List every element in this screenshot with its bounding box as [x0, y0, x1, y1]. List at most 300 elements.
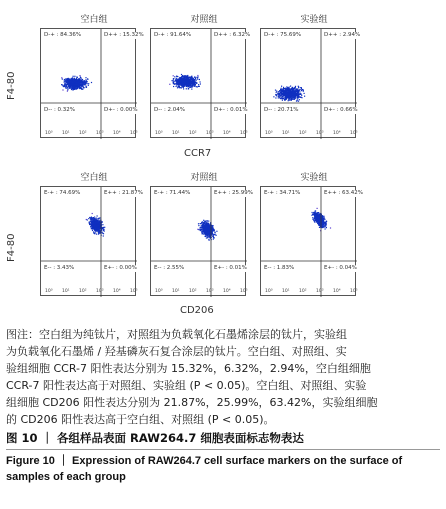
- flow-event-dot: [96, 228, 97, 229]
- flow-event-dot: [289, 89, 290, 90]
- quadrant-label-ll: D-- : 0.32%: [44, 107, 76, 113]
- flow-event-dot: [323, 216, 324, 217]
- flow-event-dot: [103, 235, 104, 236]
- flow-event-dot: [198, 84, 199, 85]
- flow-event-dot: [193, 79, 194, 80]
- flow-event-dot: [323, 226, 324, 227]
- x-tick-label: 10⁰: [155, 289, 163, 294]
- flow-event-dot: [104, 231, 105, 232]
- flow-event-dot: [95, 232, 96, 233]
- flow-event-dot: [208, 234, 209, 235]
- flow-event-dot: [190, 79, 191, 80]
- quadrant-label-lr: D+- : 0.00%: [104, 107, 138, 113]
- flow-event-dot: [94, 218, 95, 219]
- flow-event-dot: [311, 215, 312, 216]
- flow-event-dot: [84, 80, 85, 81]
- flow-event-dot: [205, 223, 206, 224]
- quadrant-label-ur: E++ : 63.42%: [324, 190, 364, 196]
- flow-event-dot: [186, 80, 187, 81]
- flow-event-dot: [201, 225, 202, 226]
- caption-line: 图注：空白组为纯钛片，对照组为负载氧化石墨烯涂层的钛片，实验组: [6, 328, 347, 341]
- flow-event-dot: [98, 223, 99, 224]
- flow-event-dot: [85, 86, 86, 87]
- flow-event-dot: [318, 221, 319, 222]
- quadrant-label-ul: D-+ : 91.64%: [154, 32, 192, 38]
- flow-event-dot: [76, 80, 77, 81]
- flow-event-dot: [280, 89, 281, 90]
- flow-event-dot: [98, 231, 99, 232]
- x-tick-label: 10³: [96, 289, 104, 294]
- flow-event-dot: [283, 90, 284, 91]
- flow-event-dot: [292, 90, 293, 91]
- flow-event-dot: [208, 221, 209, 222]
- flow-event-dot: [300, 97, 301, 98]
- flow-event-dot: [99, 227, 100, 228]
- flow-event-dot: [286, 86, 287, 87]
- flow-event-dot: [197, 79, 198, 80]
- flow-event-dot: [324, 217, 325, 218]
- flow-event-dot: [82, 85, 83, 86]
- x-tick-label: 10⁰: [45, 289, 53, 294]
- flow-event-dot: [65, 81, 66, 82]
- quadrant-label-lr: D+- : 0.66%: [324, 107, 358, 113]
- flow-event-dot: [82, 80, 83, 81]
- divider: [6, 449, 440, 450]
- flow-event-dot: [199, 79, 200, 80]
- flow-event-dot: [191, 89, 192, 90]
- flow-event-dot: [65, 83, 66, 84]
- flow-event-dot: [314, 220, 315, 221]
- flow-event-dot: [194, 83, 195, 84]
- flow-event-dot: [91, 82, 92, 83]
- flow-event-dot: [321, 226, 322, 227]
- flow-event-dot: [176, 86, 177, 87]
- flow-event-dot: [95, 227, 96, 228]
- flow-event-dot: [201, 230, 202, 231]
- flow-event-dot: [72, 87, 73, 88]
- x-tick-label: 10¹: [62, 131, 70, 136]
- flow-event-dot: [293, 94, 294, 95]
- flow-scatter: [151, 187, 247, 297]
- flow-event-dot: [197, 229, 198, 230]
- x-tick-label: 10³: [206, 131, 214, 136]
- flow-event-dot: [324, 225, 325, 226]
- flow-event-dot: [290, 95, 291, 96]
- flow-event-dot: [81, 83, 82, 84]
- flow-event-dot: [91, 217, 92, 218]
- flow-event-dot: [66, 86, 67, 87]
- caption-line: 验组细胞 CCR-7 阳性表达分别为 15.32%，6.32%，2.94%，空白组细胞: [6, 362, 371, 375]
- x-tick-label: 10⁴: [113, 131, 121, 136]
- flow-event-dot: [85, 77, 86, 78]
- flow-event-dot: [173, 86, 174, 87]
- x-tick-label: 10³: [316, 289, 324, 294]
- quadrant-label-lr: D+- : 0.01%: [214, 107, 248, 113]
- flow-event-dot: [199, 86, 200, 87]
- flow-event-dot: [173, 80, 174, 81]
- flow-event-dot: [299, 93, 300, 94]
- flow-event-dot: [198, 225, 199, 226]
- flow-event-dot: [187, 84, 188, 85]
- flow-event-dot: [83, 87, 84, 88]
- flow-event-dot: [92, 230, 93, 231]
- flow-event-dot: [173, 75, 174, 76]
- flow-event-dot: [177, 80, 178, 81]
- flow-event-dot: [322, 220, 323, 221]
- flow-event-dot: [199, 229, 200, 230]
- flow-event-dot: [176, 81, 177, 82]
- quadrant-label-ul: E-+ : 74.69%: [44, 190, 81, 196]
- flow-event-dot: [176, 76, 177, 77]
- flow-event-dot: [84, 84, 85, 85]
- flow-event-dot: [99, 232, 100, 233]
- flow-event-dot: [92, 224, 93, 225]
- flow-event-dot: [196, 80, 197, 81]
- flow-event-dot: [312, 217, 313, 218]
- x-tick-label: 10²: [189, 289, 197, 294]
- flow-event-dot: [286, 91, 287, 92]
- x-tick-label: 10²: [299, 289, 307, 294]
- flow-event-dot: [285, 94, 286, 95]
- flow-event-dot: [96, 234, 97, 235]
- flow-event-dot: [71, 81, 72, 82]
- flow-event-dot: [73, 76, 74, 77]
- quadrant-label-ll: D-- : 2.04%: [154, 107, 186, 113]
- flow-event-dot: [182, 84, 183, 85]
- flow-event-dot: [74, 81, 75, 82]
- flow-event-dot: [285, 99, 286, 100]
- flow-event-dot: [183, 86, 184, 87]
- flow-event-dot: [319, 214, 320, 215]
- flow-event-dot: [185, 82, 186, 83]
- flow-event-dot: [213, 239, 214, 240]
- flow-event-dot: [184, 81, 185, 82]
- flow-event-dot: [188, 77, 189, 78]
- flow-event-dot: [80, 80, 81, 81]
- flow-event-dot: [90, 220, 91, 221]
- flow-event-dot: [94, 225, 95, 226]
- flow-event-dot: [81, 88, 82, 89]
- flow-event-dot: [181, 83, 182, 84]
- flow-event-dot: [297, 91, 298, 92]
- flow-event-dot: [204, 231, 205, 232]
- flow-event-dot: [96, 224, 97, 225]
- flow-event-dot: [208, 239, 209, 240]
- flow-event-dot: [77, 79, 78, 80]
- flow-event-dot: [204, 222, 205, 223]
- flow-event-dot: [299, 89, 300, 90]
- flow-event-dot: [173, 78, 174, 79]
- flow-event-dot: [85, 80, 86, 81]
- flow-event-dot: [293, 91, 294, 92]
- flow-event-dot: [279, 94, 280, 95]
- x-tick-label: 10⁵: [130, 131, 138, 136]
- flow-event-dot: [93, 233, 94, 234]
- flow-event-dot: [86, 83, 87, 84]
- bottom-plot-control: [150, 186, 254, 296]
- x-tick-label: 10²: [79, 289, 87, 294]
- flow-event-dot: [275, 97, 276, 98]
- flow-event-dot: [295, 97, 296, 98]
- flow-event-dot: [205, 220, 206, 221]
- flow-event-dot: [205, 236, 206, 237]
- flow-event-dot: [301, 87, 302, 88]
- flow-event-dot: [283, 98, 284, 99]
- flow-event-dot: [61, 77, 62, 78]
- flow-event-dot: [292, 97, 293, 98]
- flow-event-dot: [182, 82, 183, 83]
- flow-event-dot: [198, 223, 199, 224]
- quadrant-label-ll: E-- : 1.83%: [264, 265, 295, 271]
- flow-event-dot: [281, 86, 282, 87]
- flow-event-dot: [283, 87, 284, 88]
- flow-event-dot: [298, 90, 299, 91]
- flow-event-dot: [316, 217, 317, 218]
- flow-event-dot: [103, 229, 104, 230]
- flow-event-dot: [319, 215, 320, 216]
- flow-event-dot: [326, 221, 327, 222]
- flow-event-dot: [72, 84, 73, 85]
- flow-event-dot: [77, 77, 78, 78]
- flow-event-dot: [299, 99, 300, 100]
- x-tick-label: 10⁰: [45, 131, 53, 136]
- flow-event-dot: [207, 221, 208, 222]
- flow-event-dot: [92, 219, 93, 220]
- x-tick-label: 10⁴: [113, 289, 121, 294]
- flow-event-dot: [62, 89, 63, 90]
- flow-event-dot: [67, 89, 68, 90]
- flow-event-dot: [79, 75, 80, 76]
- flow-event-dot: [62, 79, 63, 80]
- flow-event-dot: [96, 218, 97, 219]
- flow-event-dot: [189, 87, 190, 88]
- flow-event-dot: [279, 91, 280, 92]
- flow-event-dot: [205, 225, 206, 226]
- flow-event-dot: [293, 88, 294, 89]
- flow-event-dot: [209, 236, 210, 237]
- flow-event-dot: [92, 226, 93, 227]
- flow-event-dot: [213, 230, 214, 231]
- flow-event-dot: [314, 216, 315, 217]
- flow-event-dot: [97, 215, 98, 216]
- flow-event-dot: [169, 84, 170, 85]
- flow-event-dot: [64, 79, 65, 80]
- flow-event-dot: [75, 81, 76, 82]
- flow-event-dot: [178, 86, 179, 87]
- flow-event-dot: [299, 97, 300, 98]
- quadrant-label-ul: E-+ : 34.71%: [264, 190, 301, 196]
- flow-event-dot: [180, 87, 181, 88]
- flow-event-dot: [78, 82, 79, 83]
- group-title-blank: 空白组: [80, 15, 108, 25]
- top-x-axis-label: CCR7: [184, 148, 212, 159]
- flow-event-dot: [173, 83, 174, 84]
- x-tick-label: 10⁵: [240, 289, 248, 294]
- flow-event-dot: [212, 235, 213, 236]
- x-tick-label: 10¹: [62, 289, 70, 294]
- x-tick-label: 10²: [299, 131, 307, 136]
- flow-event-dot: [67, 78, 68, 79]
- flow-event-dot: [317, 214, 318, 215]
- caption-line: 为负载氧化石墨烯 / 羟基磷灰石复合涂层的钛片。空白组、对照组、实: [6, 345, 347, 358]
- quadrant-label-ur: D++ : 15.32%: [104, 32, 144, 38]
- flow-event-dot: [79, 83, 80, 84]
- flow-event-dot: [315, 213, 316, 214]
- flow-event-dot: [87, 81, 88, 82]
- flow-event-dot: [95, 222, 96, 223]
- flow-event-dot: [208, 232, 209, 233]
- flow-event-dot: [182, 86, 183, 87]
- flow-event-dot: [76, 88, 77, 89]
- flow-event-dot: [283, 95, 284, 96]
- flow-event-dot: [279, 93, 280, 94]
- flow-event-dot: [69, 85, 70, 86]
- flow-event-dot: [177, 82, 178, 83]
- flow-event-dot: [191, 77, 192, 78]
- x-tick-label: 10⁵: [240, 131, 248, 136]
- flow-event-dot: [174, 76, 175, 77]
- flow-event-dot: [79, 88, 80, 89]
- flow-event-dot: [65, 86, 66, 87]
- quadrant-label-ur: D++ : 2.94%: [324, 32, 361, 38]
- flow-event-dot: [99, 217, 100, 218]
- flow-event-dot: [67, 91, 68, 92]
- flow-event-dot: [64, 85, 65, 86]
- flow-event-dot: [75, 83, 76, 84]
- x-tick-label: 10⁴: [223, 131, 231, 136]
- flow-event-dot: [172, 80, 173, 81]
- flow-event-dot: [314, 213, 315, 214]
- flow-event-dot: [92, 228, 93, 229]
- flow-event-dot: [215, 232, 216, 233]
- flow-event-dot: [317, 208, 318, 209]
- top-y-axis-label: F4-80: [6, 71, 17, 100]
- flow-event-dot: [299, 91, 300, 92]
- flow-event-dot: [296, 89, 297, 90]
- flow-event-dot: [289, 91, 290, 92]
- flow-event-dot: [66, 88, 67, 89]
- flow-event-dot: [312, 212, 313, 213]
- flow-event-dot: [97, 218, 98, 219]
- flow-event-dot: [188, 78, 189, 79]
- flow-event-dot: [200, 81, 201, 82]
- flow-event-dot: [315, 218, 316, 219]
- flow-event-dot: [80, 77, 81, 78]
- flow-event-dot: [192, 86, 193, 87]
- flow-event-dot: [205, 230, 206, 231]
- flow-event-dot: [205, 231, 206, 232]
- quadrant-label-ur: D++ : 6.32%: [214, 32, 251, 38]
- flow-event-dot: [97, 221, 98, 222]
- flow-event-dot: [99, 225, 100, 226]
- flow-event-dot: [67, 88, 68, 89]
- flow-event-dot: [191, 81, 192, 82]
- flow-event-dot: [322, 216, 323, 217]
- flow-event-dot: [298, 87, 299, 88]
- flow-event-dot: [201, 229, 202, 230]
- flow-event-dot: [80, 87, 81, 88]
- flow-event-dot: [203, 226, 204, 227]
- flow-scatter: [41, 29, 137, 139]
- x-tick-label: 10⁴: [223, 289, 231, 294]
- bottom-y-axis-label: F4-80: [6, 233, 17, 262]
- flow-event-dot: [284, 88, 285, 89]
- flow-event-dot: [200, 83, 201, 84]
- flow-event-dot: [98, 222, 99, 223]
- quadrant-label-ll: E-- : 2.55%: [154, 265, 185, 271]
- x-tick-label: 10⁵: [350, 131, 358, 136]
- flow-event-dot: [304, 96, 305, 97]
- flow-event-dot: [326, 227, 327, 228]
- x-tick-label: 10²: [79, 131, 87, 136]
- flow-event-dot: [196, 83, 197, 84]
- flow-event-dot: [203, 220, 204, 221]
- flow-event-dot: [65, 79, 66, 80]
- flow-event-dot: [298, 101, 299, 102]
- group-title-blank-2: 空白组: [80, 173, 108, 183]
- caption-line: CCR-7 阳性表达高于对照组、实验组 (P < 0.05)。空白组、对照组、实验: [6, 379, 367, 392]
- flow-event-dot: [194, 85, 195, 86]
- flow-event-dot: [316, 213, 317, 214]
- flow-event-dot: [186, 78, 187, 79]
- flow-event-dot: [102, 224, 103, 225]
- flow-event-dot: [316, 218, 317, 219]
- flow-event-dot: [207, 223, 208, 224]
- flow-event-dot: [209, 225, 210, 226]
- flow-event-dot: [313, 214, 314, 215]
- flow-event-dot: [92, 213, 93, 214]
- flow-event-dot: [201, 227, 202, 228]
- flow-event-dot: [319, 225, 320, 226]
- flow-event-dot: [180, 79, 181, 80]
- top-plot-blank: [40, 28, 144, 138]
- flow-event-dot: [94, 217, 95, 218]
- flow-event-dot: [183, 83, 184, 84]
- flow-event-dot: [278, 92, 279, 93]
- flow-event-dot: [304, 93, 305, 94]
- flow-event-dot: [289, 98, 290, 99]
- flow-event-dot: [76, 85, 77, 86]
- flow-event-dot: [324, 223, 325, 224]
- x-tick-label: 10¹: [172, 289, 180, 294]
- flow-event-dot: [193, 84, 194, 85]
- flow-event-dot: [188, 82, 189, 83]
- flow-event-dot: [216, 231, 217, 232]
- flow-event-dot: [78, 85, 79, 86]
- flow-event-dot: [280, 95, 281, 96]
- flow-event-dot: [276, 91, 277, 92]
- flow-event-dot: [184, 85, 185, 86]
- x-tick-label: 10⁵: [350, 289, 358, 294]
- flow-event-dot: [69, 87, 70, 88]
- flow-event-dot: [183, 76, 184, 77]
- flow-event-dot: [96, 226, 97, 227]
- x-tick-label: 10⁰: [265, 131, 273, 136]
- quadrant-label-ur: E++ : 21.87%: [104, 190, 144, 196]
- flow-event-dot: [276, 92, 277, 93]
- flow-event-dot: [288, 99, 289, 100]
- flow-event-dot: [93, 222, 94, 223]
- flow-event-dot: [182, 78, 183, 79]
- top-plot-control: [150, 28, 251, 138]
- x-tick-label: 10⁰: [265, 289, 273, 294]
- bottom-plot-blank: [40, 186, 144, 296]
- flow-event-dot: [276, 95, 277, 96]
- flow-event-dot: [183, 88, 184, 89]
- x-tick-label: 10⁵: [130, 289, 138, 294]
- flow-event-dot: [197, 86, 198, 87]
- flow-event-dot: [87, 79, 88, 80]
